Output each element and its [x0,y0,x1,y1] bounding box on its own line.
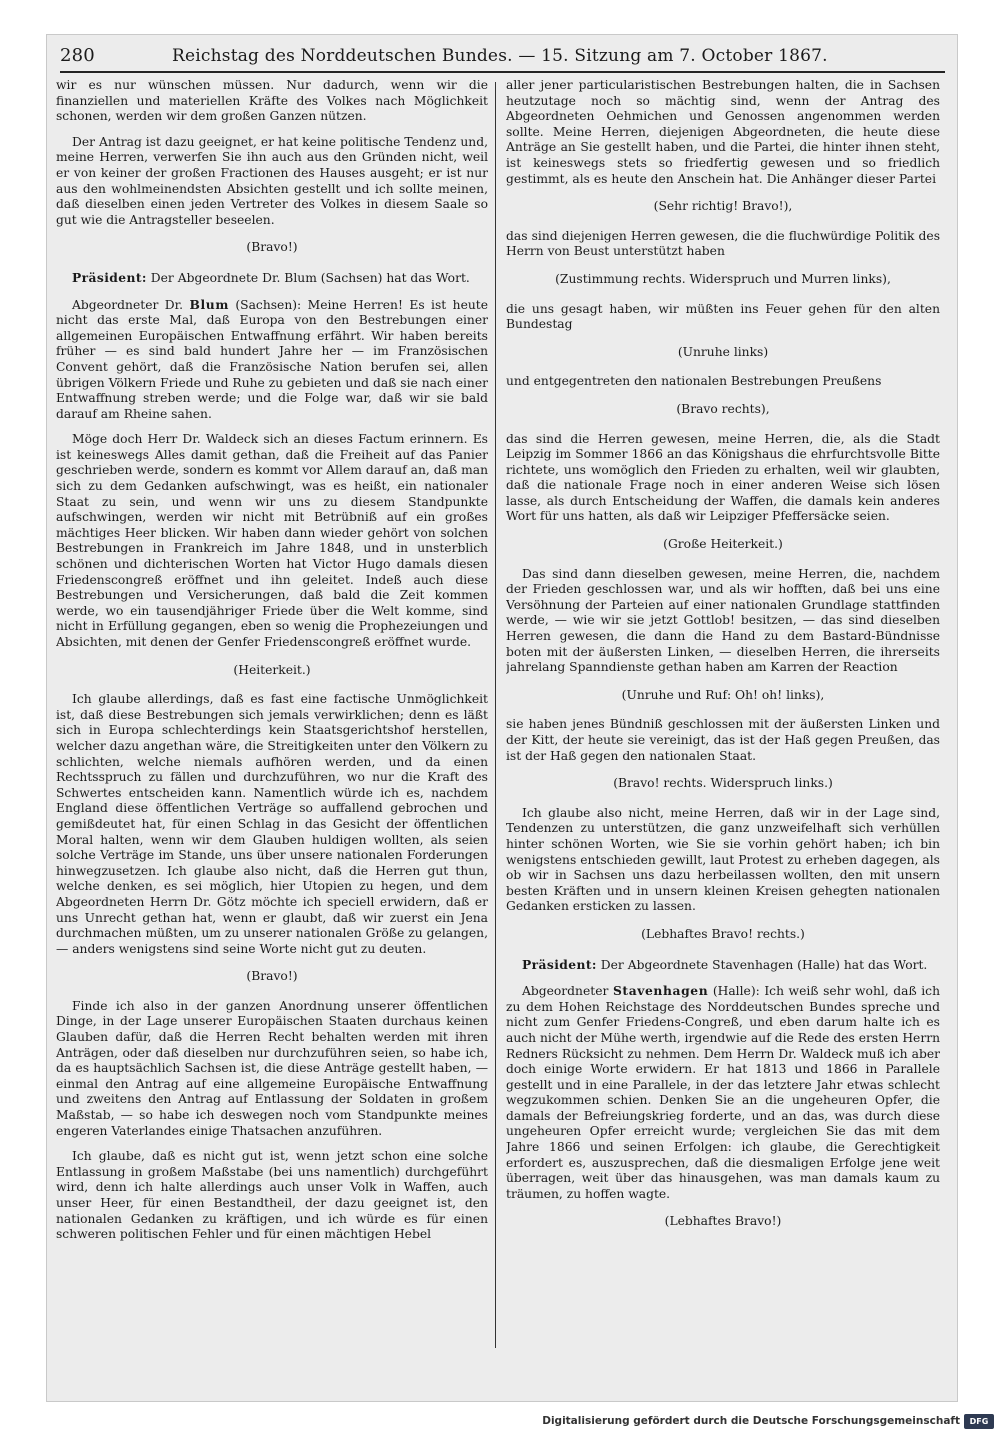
header-rule [60,71,945,73]
president-statement [56,270,488,287]
paragraph: Möge doch Herr Dr. Waldeck sich an dieses Factum erinnern. Es ist keineswegs Alles damit gethan, daß die Freiheit auf das Panier geschrieben werde, sondern es kommt vor Allem darauf an, daß man sich zu dem Gedanken aufschwingt, was es heißt, ein nationaler Staat zu sein, und wenn wir uns zu diesem Standpunkte aufschwingen, werden wir nicht mit Betrübniß auf ein großes mächtiges Heer blicken. Wir haben dann wieder gehört von solchen Bestrebungen in Frankreich im Jahre 1848, und in unsterblich schönen und dichterischen Worten hat Victor Hugo damals diesen Friedenscongreß eröffnet und ihn geleitet. Indeß auch diese Bestrebungen und Versicherungen, daß bald die Zeit kommen werde, wo ein tausendjähriger Friede über die Welt komme, sind nicht in Erfüllung gegangen, eben so wenig die Prophezeiungen und Absichten, mit denen der Genfer Friedenscongreß eröffnet wurde. [56,432,488,649]
page-header [60,44,945,72]
paragraph: das sind die Herren gewesen, meine Herren, die, als die Stadt Leipzig im Sommer 1866 an das Königshaus die ehrfurchtsvolle Bitte richtete, uns womöglich den Frieden zu erhalten, weil wir glaubten, daß die nationale Frage noch in einer anderen Weise sich lösen lasse, als durch Entscheidung der Waffen, die damals kein anderes Wort für uns hatten, als daß wir Leipziger Pfeffersäcke seien. [506,431,940,524]
interjection: (Heiterkeit.) [233,662,311,677]
statement-text: Der Abgeordnete Stavenhagen (Halle) hat das Wort. [600,957,928,972]
interjection: (Sehr richtig! Bravo!), [653,199,793,214]
speech-text: (Halle): Ich weiß sehr wohl, daß ich zu dem Hohen Reichstage des Norddeutschen Bundes spreche und nicht zum Genfer Friedens-Congreß, und eben darum halte ich es auch nicht der Mühe werth, irgendwie auf die Rede des ersten Herrn Redners Rücksicht zu nehmen. Dem Herrn Dr. Waldeck muß ich aber doch einige Worte erwidern. Er hat 1813 und 1866 in Parallele gestellt und in eine Parallele, in der das letztere Jahr etwas schlecht wegzukommen schien. Denken Sie an die ungeheuren Opfer, die damals der Befreiungskrieg forderte, und an das, was durch diese ungeheuren Opfer erreicht wurde; vergleichen Sie das mit dem Jahre 1866 und seinen Erfolgen: ich glaube, die Gerechtigkeit erfordert es, auszusprechen, daß die diesmaligen Erfolge jene weit überragen, weit über das hinausgehen, was man damals kaum zu träumen, zu hoffen wagte. [506,984,940,1201]
footer [0,1414,1000,1432]
speech-opening [506,983,940,1202]
paragraph: Ich glaube, daß es nicht gut ist, wenn jetzt schon eine solche Entlassung in großem Maßstabe (bei uns namentlich) durchgeführt wird, denn ich halte allerdings auch unser Volk in Waffen, auch unser Heer, für einen Bestandtheil, der dazu geeignet ist, den nationalen Gedanken zu kräftigen, und ich würde es für einen schweren politischen Fehler und für einen mächtigen Hebel [56,1149,488,1242]
interjection: (Große Heiterkeit.) [663,537,783,552]
interjection: (Bravo!) [246,969,298,984]
paragraph: Finde ich also in der ganzen Anordnung unserer öffentlichen Dinge, in der Lage unserer Europäischen Staaten durchaus keinen Glauben dafür, daß die Herren Recht behalten werden mit ihren Anträgen, oder daß dieselben nur durchzuführen seien, so habe ich, da es hauptsächlich Sachsen ist, die diese Anträge gestellt haben, — einmal den Antrag auf eine allgemeine Europäische Entwaffnung und zweitens den Antrag auf Entlassung der Soldaten in großem Maßstab, — so habe ich deswegen noch vom Standpunkte meines engeren Vaterlandes einige Thatsachen anzuführen. [56,998,488,1138]
interjection: (Unruhe links) [677,344,769,359]
speech-text: (Sachsen): Meine Herren! Es ist heute nicht das erste Mal, daß Europa von den Bestrebungen einer allgemeinen Europäischen Entwaffnung erfährt. Wir haben bereits früher — es sind bald hundert Jahre her — im Französischen Convent gehört, daß die Französische Nation berufen sei, allen übrigen Völkern Friede und Ruhe zu gebieten und daß sie nach einer Entwaffnung streben werde; und die Folge war, daß wir sie bald darauf am Rheine sahen. [56,297,488,421]
paragraph: Ich glaube also nicht, meine Herren, daß wir in der Lage sind, Tendenzen zu unterstützen, die ganz unzweifelhaft sich verhüllen hinter schönen Worten, wie Sie sie vorhin gehört haben; ich bin wenigstens entschieden gewillt, laut Protest zu erheben dagegen, als ob wir in Sachsen uns dazu herbeilassen wollten, den mit unsern besten Kräften und in unsern kleinen Kreisen gehegten nationalen Gedanken ersticken zu lassen. [506,805,940,914]
paragraph: aller jener particularistischen Bestrebungen halten, die in Sachsen heutzutage noch so mächtig sind, wenn der Antrag des Abgeordneten Oehmichen und Genossen angenommen werden sollte. Meine Herren, diejenigen Abgeordneten, die heute diese Anträge an Sie gestellt haben, und die Partei, die hinter ihnen steht, ist keineswegs stets so friedfertig gewesen und so friedlich gestimmt, als es heute den Anschein hat. Die Anhänger dieser Partei [506,78,940,186]
speaker-intro: Abgeordneter Dr. [72,297,184,312]
paragraph: Das sind dann dieselben gewesen, meine Herren, die, nachdem der Frieden geschlossen war, und als wir hofften, daß bei uns eine Versöhnung der Parteien auf einer nationalen Grundlage stattfinden werde, — wie wir sie jetzt Gottlob! besitzen, — das sind dieselben Herren gewesen, die dann die Hand zu dem Bastard-Bündnisse boten mit der äußersten Linken, — dieselben Herren, die ihrerseits jahrelang Spanndienste gethan haben am Karren der Reaction [506,566,940,675]
interjection: (Lebhaftes Bravo!) [664,1214,782,1229]
page-number: 280 [60,45,95,66]
speaker-label: Präsident: [72,269,147,285]
speaker-intro: Abgeordneter [522,984,609,999]
funding-notice: Digitalisierung gefördert durch die Deutsche Forschungsgemeinschaft [542,1415,960,1427]
speech-opening [56,297,488,423]
dfg-logo: DFG [964,1414,994,1429]
president-statement [506,957,940,974]
paragraph: die uns gesagt haben, wir müßten ins Feuer gehen für den alten Bundestag [506,301,940,332]
left-column [56,78,488,1348]
paragraph: Ich glaube allerdings, daß es fast eine factische Unmöglichkeit ist, daß diese Bestrebungen sich jemals verwirklichen; denn es läßt sich in Europa schlechterdings kein Staatsgerichtshof herstellen, welcher dazu angethan wäre, die Streitigkeiten unter den Völkern zu schlichten, welche niemals aufhören werden, und da einen Rechtsspruch zu fällen und durchzuführen, wo nur die Kraft des Schwertes entscheiden kann. Namentlich würde ich es, nachdem England diese öffentlichen Verträge so auffallend gebrochen und gemißdeutet hat, für einen Schlag in das Gesicht der öffentlichen Moral halten, wenn wir dem Glauben huldigen wollten, als seien solche Verträge im Stande, uns über unsere nationalen Forderungen hinwegzusetzen. Ich glaube also nicht, daß die Herren gut thun, welche denken, es sei möglich, hier Utopien zu hegen, und dem Abgeordneten Herrn Dr. Götz möchte ich speciell erwidern, daß er uns Unrecht gethan hat, wenn er glaubt, daß wir zuerst ein Jena durchmachen müßten, um zu unserer nationalen Größe zu gelangen, — anders wenigstens sind seine Worte nicht gut zu deuten. [56,692,488,956]
paragraph: Der Antrag ist dazu geeignet, er hat keine politische Tendenz und, meine Herren, verwerfen Sie ihn auch aus den Gründen nicht, weil er von keiner der großen Fractionen des Hauses ausgeht; er ist nur aus den wohlmeinendsten Absichten gestellt und ich sollte meinen, daß dieselben einen jeden Vertreter des Volkes in diesem Saale so gut wie die Antragsteller beseelen. [56,134,488,227]
column-divider [495,82,496,1348]
paragraph: das sind diejenigen Herren gewesen, die die fluchwürdige Politik des Herrn von Beust unterstützt haben [506,228,940,259]
running-title: Reichstag des Norddeutschen Bundes. — 15. Sitzung am 7. October 1867. [172,46,828,66]
interjection: (Bravo!) [246,240,298,255]
interjection: (Bravo! rechts. Widerspruch links.) [613,776,833,791]
speaker-name: Blum [189,296,229,312]
statement-text: Der Abgeordnete Dr. Blum (Sachsen) hat das Wort. [150,270,470,285]
interjection: (Lebhaftes Bravo! rechts.) [641,926,805,941]
interjection: (Unruhe und Ruf: Oh! oh! links), [621,687,825,702]
paragraph: wir es nur wünschen müssen. Nur dadurch, wenn wir die finanziellen und materiellen Kräfte des Volkes nach Möglichkeit schonen, werden wir dem großen Ganzen nützen. [56,78,488,124]
page-margin [958,0,1000,1414]
paragraph: und entgegentreten den nationalen Bestrebungen Preußens [506,374,882,389]
right-column [506,78,940,1348]
interjection: (Zustimmung rechts. Widerspruch und Murren links), [555,271,891,286]
speaker-label: Präsident: [522,956,597,972]
paragraph: sie haben jenes Bündniß geschlossen mit der äußersten Linken und der Kitt, der heute sie vereinigt, das ist der Haß gegen Preußen, das ist der Haß gegen den nationalen Staat. [506,717,940,763]
interjection: (Bravo rechts), [676,401,770,416]
speaker-name: Stavenhagen [612,983,709,999]
